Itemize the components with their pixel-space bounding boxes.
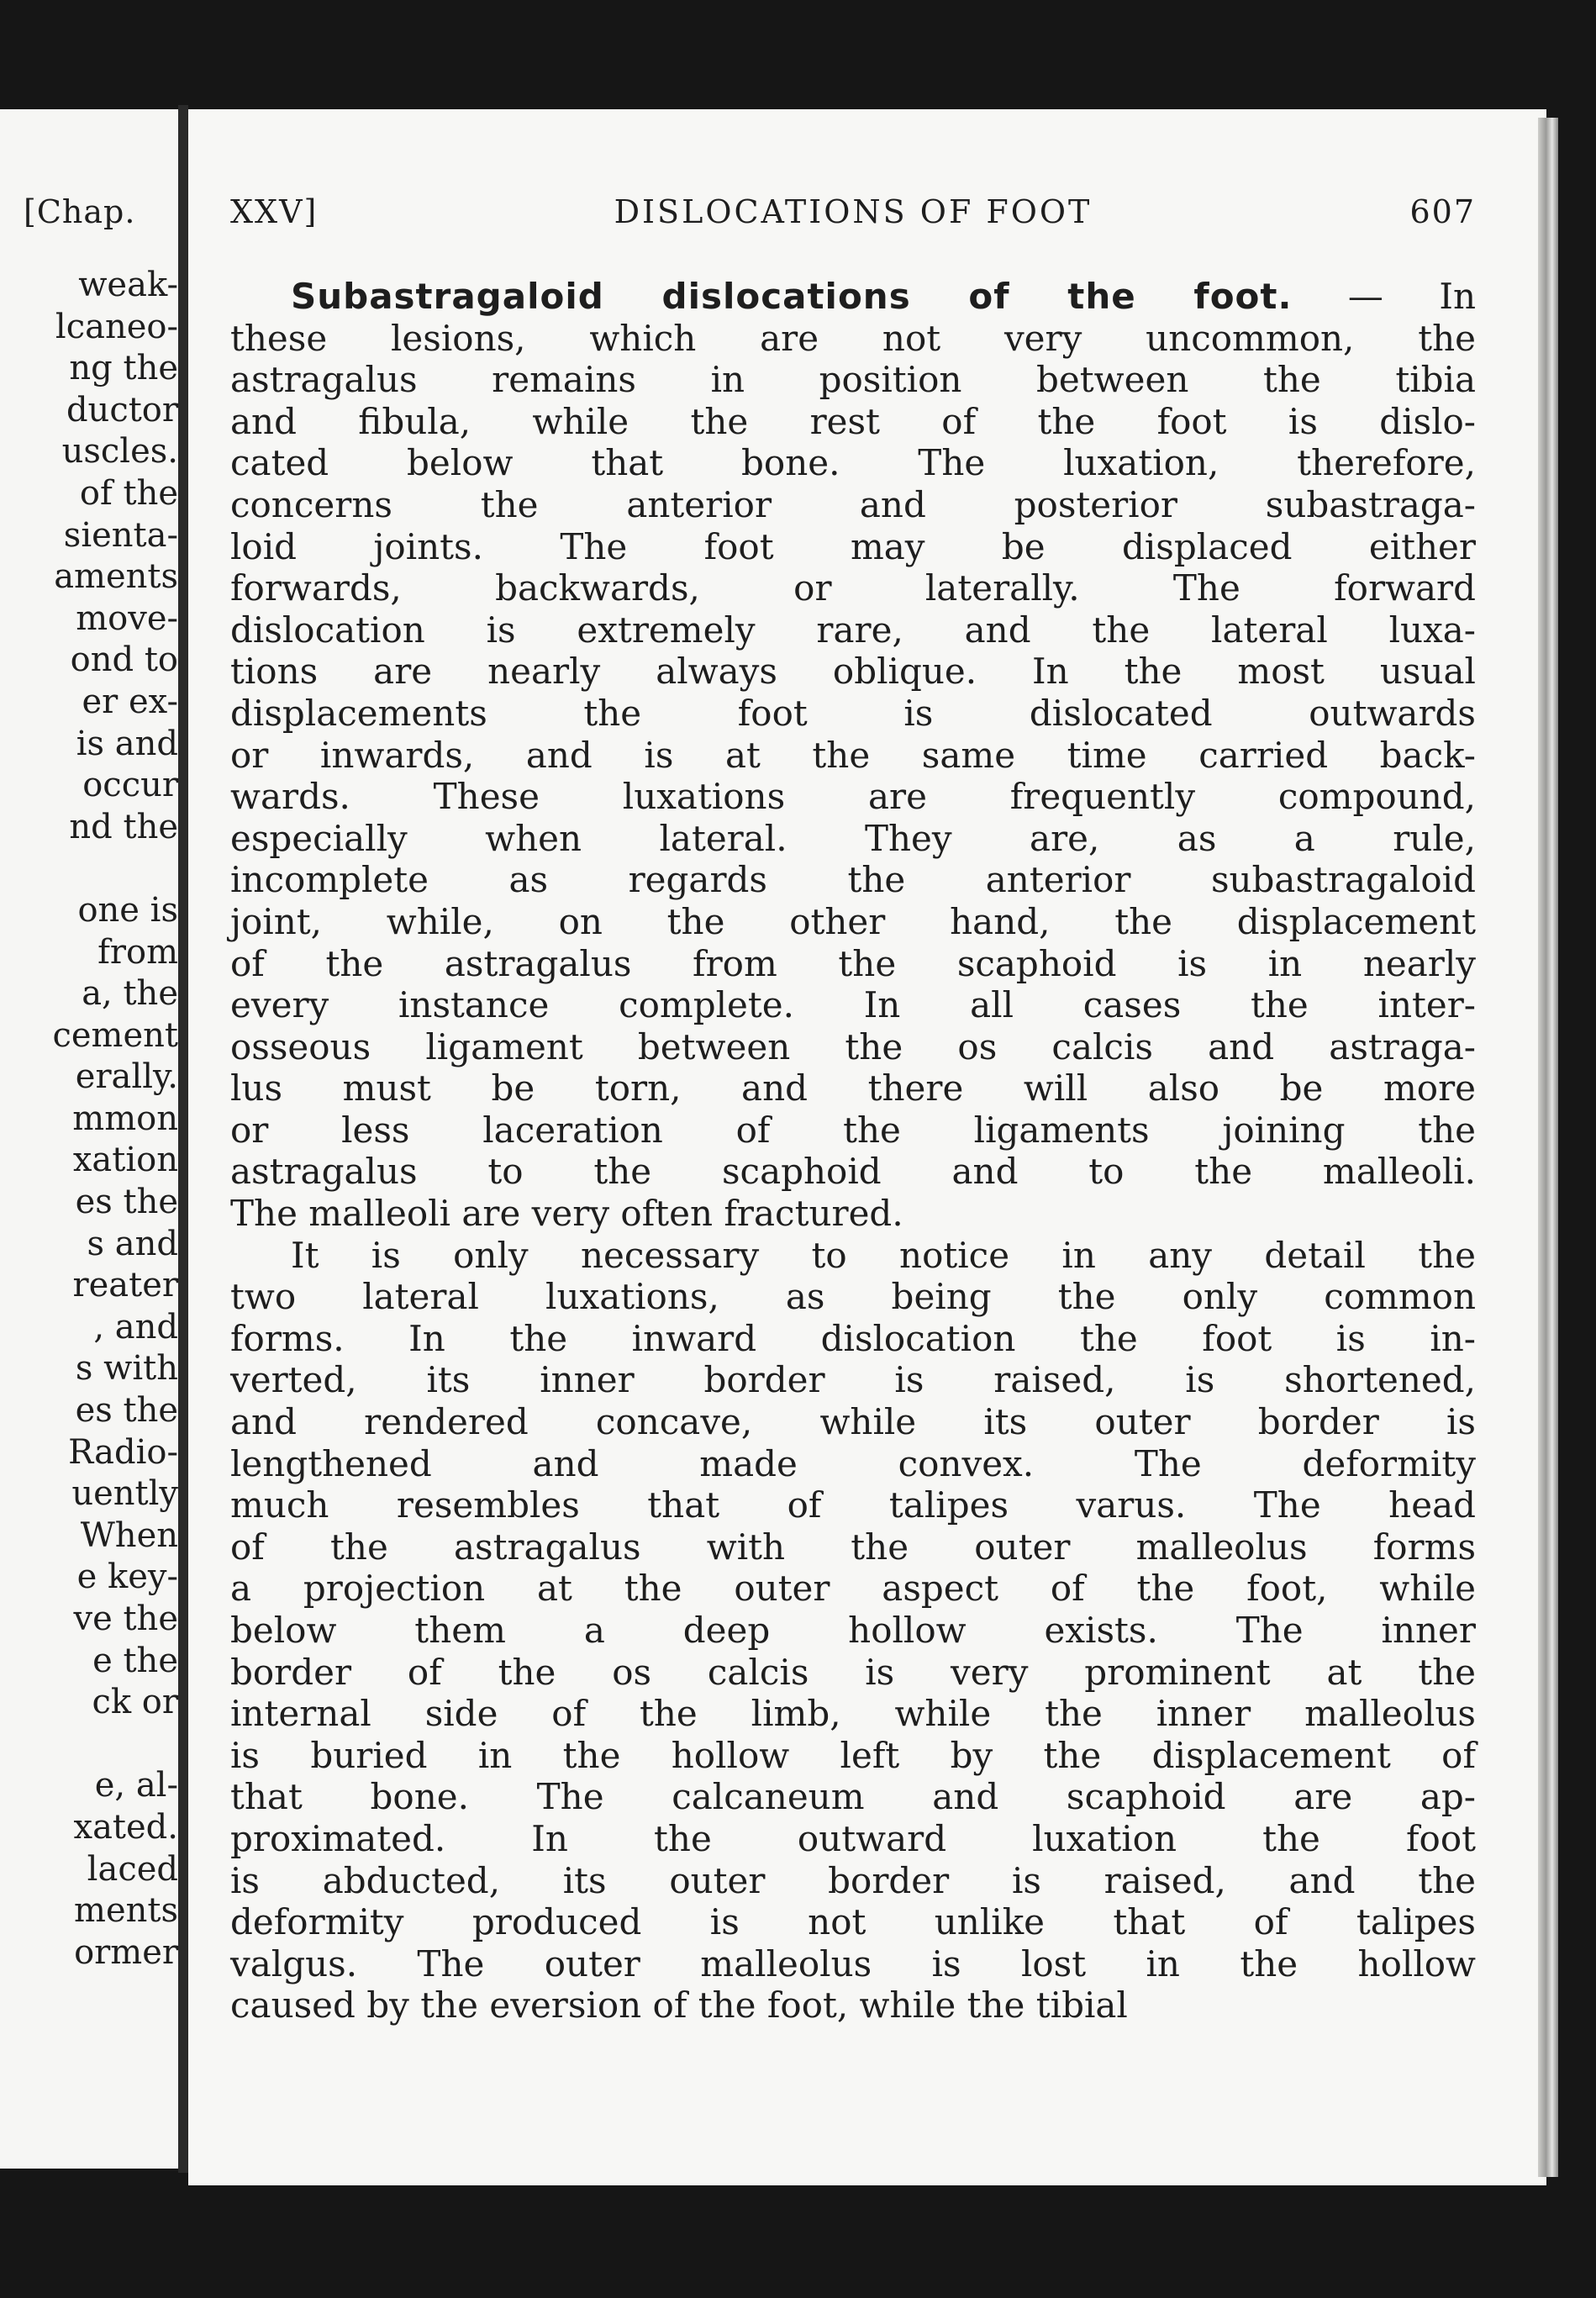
text-line: proximated. In the outward luxation the foot (230, 1817, 1476, 1859)
left-fragment: s and (87, 1224, 178, 1263)
left-fragment: move- (76, 598, 178, 638)
left-running-head: [Chap. (24, 193, 136, 230)
left-fragment: Radio- (68, 1432, 178, 1472)
text-line: or inwards, and is at the same time carried back- (230, 734, 1476, 776)
left-fragment: reater (72, 1266, 178, 1305)
left-fragment: , and (93, 1307, 178, 1347)
left-fragment: mmon (72, 1099, 178, 1138)
left-fragment: er ex- (82, 682, 178, 721)
text-line: astragalus to the scaphoid and to the malleoli. (230, 1151, 1476, 1193)
text-line: displacements the foot is dislocated outwards (230, 692, 1476, 734)
text-line: wards. These luxations are frequently compound, (230, 776, 1476, 818)
left-fragment: xated. (73, 1807, 178, 1847)
text-line: of the astragalus with the outer malleolus forms (230, 1526, 1476, 1568)
text-line: incomplete as regards the anterior subastragaloid (230, 859, 1476, 901)
text-line: every instance complete. In all cases the inter- (230, 984, 1476, 1026)
text-line: loid joints. The foot may be displaced either (230, 525, 1476, 567)
left-fragment: s with (75, 1349, 178, 1389)
body-text (230, 276, 1476, 2027)
left-fragment: erally. (75, 1057, 178, 1097)
text-line: that bone. The calcaneum and scaphoid are ap- (230, 1776, 1476, 1818)
text-line: The malleoli are very often fractured. (230, 1193, 903, 1235)
text-line: internal side of the limb, while the inner malleolus (230, 1693, 1476, 1735)
left-fragment: cement (52, 1015, 178, 1055)
text-line: lengthened and made convex. The deformity (230, 1442, 1476, 1484)
text-line: of the astragalus from the scaphoid is in nearly (230, 942, 1476, 984)
left-fragment: When (80, 1515, 178, 1555)
text-line: dislocation is extremely rare, and the lateral luxa- (230, 609, 1476, 651)
text-line: border of the os calcis is very prominent at the (230, 1651, 1476, 1693)
text-line: or less laceration of the ligaments joining the (230, 1109, 1476, 1151)
text-line: and fibula, while the rest of the foot is dislo- (230, 400, 1476, 442)
left-fragment: es the (75, 1391, 178, 1431)
left-fragment: ng the (69, 349, 178, 388)
left-fragment: ormer (74, 1932, 178, 1972)
left-page (0, 109, 185, 2169)
text-line: tions are nearly always oblique. In the most usual (230, 651, 1476, 693)
left-fragment: e the (92, 1641, 178, 1680)
text-line: especially when lateral. They are, as a rule, (230, 817, 1476, 859)
text-line: below them a deep hollow exists. The inner (230, 1610, 1476, 1651)
book-gutter (178, 105, 188, 2173)
left-fragment: occur (82, 766, 178, 805)
left-fragment: laced (87, 1849, 178, 1889)
text-line: joint, while, on the other hand, the displacement (230, 900, 1476, 942)
text-line: concerns the anterior and posterior subastraga- (230, 483, 1476, 525)
left-fragment: of the (79, 473, 178, 513)
left-fragment: e, al- (94, 1766, 178, 1805)
left-fragment: uently (71, 1474, 178, 1514)
text-line: valgus. The outer malleolus is lost in the hollow (230, 1942, 1476, 1984)
text-line: forms. In the inward dislocation the foot is in- (230, 1317, 1476, 1359)
left-fragment: uscles. (61, 432, 178, 472)
left-fragment: aments (54, 557, 178, 597)
left-fragment: from (97, 932, 178, 972)
left-fragment: e key- (76, 1557, 178, 1597)
text-line: two lateral luxations, as being the only common (230, 1276, 1476, 1318)
left-fragment (0, 848, 178, 890)
text-line: is buried in the hollow left by the displacement of (230, 1734, 1476, 1776)
running-head (230, 193, 1476, 240)
left-fragment: es the (75, 1183, 178, 1222)
left-fragment: one is (77, 890, 178, 930)
left-fragment: ments (74, 1891, 178, 1931)
left-fragment: ve the (73, 1600, 178, 1638)
text-line: osseous ligament between the os calcis and astraga- (230, 1025, 1476, 1067)
text-line: is abducted, its outer border is raised, and the (230, 1859, 1476, 1901)
text-line: lus must be torn, and there will also be more (230, 1067, 1476, 1109)
left-fragment: is and (76, 724, 178, 763)
right-page (188, 109, 1546, 2185)
left-fragment: lcaneo- (55, 307, 178, 346)
page-edge (1538, 118, 1558, 2177)
left-fragment: ond to (70, 640, 178, 680)
left-fragment: sienta- (63, 515, 178, 555)
text-line: caused by the eversion of the foot, while the tibial (230, 1984, 1128, 2027)
running-title: DISLOCATIONS OF FOOT (614, 193, 1093, 230)
left-fragment: weak- (78, 266, 178, 304)
left-fragment (0, 1724, 178, 1766)
left-page-fragments (0, 265, 178, 1974)
section-heading-line (230, 276, 1476, 318)
page-number: 607 (1409, 193, 1476, 230)
text-line: astragalus remains in position between the tibia (230, 359, 1476, 401)
left-fragment: ductor (66, 390, 178, 430)
text-line: these lesions, which are not very uncommon, the (230, 317, 1476, 359)
text-line: and rendered concave, while its outer border is (230, 1401, 1476, 1443)
text-line: a projection at the outer aspect of the foot, while (230, 1568, 1476, 1610)
text-line: forwards, backwards, or laterally. The forward (230, 567, 1476, 609)
left-fragment: xation (72, 1141, 178, 1180)
text-line: deformity produced is not unlike that of talipes (230, 1901, 1476, 1943)
text-line: much resembles that of talipes varus. The head (230, 1484, 1476, 1526)
heading-continuation: — In (1347, 276, 1476, 317)
text-line: cated below that bone. The luxation, therefore, (230, 442, 1476, 484)
text-line: verted, its inner border is raised, is shortened, (230, 1359, 1476, 1401)
chapter-number: XXV] (230, 193, 319, 230)
section-heading: Subastragaloid dislocations of the foot. (291, 276, 1293, 317)
left-fragment: nd the (69, 807, 178, 846)
left-fragment: ck or (92, 1683, 178, 1722)
left-fragment: a, the (82, 974, 178, 1014)
text-line: It is only necessary to notice in any detail the (291, 1234, 1476, 1276)
